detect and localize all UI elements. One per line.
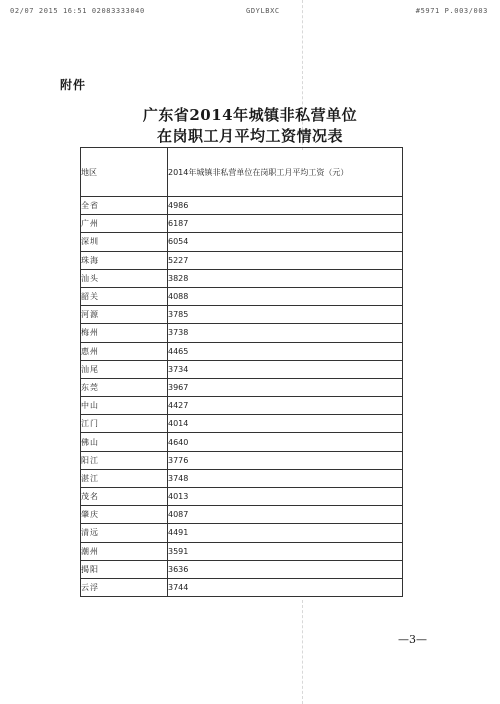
table-row	[81, 197, 403, 215]
region-cell: 中山	[81, 397, 168, 415]
region-cell: 汕尾	[81, 360, 168, 378]
region-cell: 江门	[81, 415, 168, 433]
region-cell: 惠州	[81, 342, 168, 360]
table-header-row	[81, 148, 403, 197]
wage-cell: 3738	[168, 324, 403, 342]
wage-cell: 3785	[168, 306, 403, 324]
table-row	[81, 488, 403, 506]
scan-artifact-line	[302, 600, 303, 704]
region-cell: 汕头	[81, 269, 168, 287]
fax-header-page: #5971 P.003/003	[415, 7, 488, 15]
wage-cell: 4465	[168, 342, 403, 360]
wage-cell: 6187	[168, 215, 403, 233]
wage-cell: 3636	[168, 560, 403, 578]
table-row	[81, 451, 403, 469]
fax-header	[10, 7, 488, 17]
table-row	[81, 397, 403, 415]
table-row	[81, 524, 403, 542]
region-cell: 肇庆	[81, 506, 168, 524]
attachment-label: 附件	[60, 78, 87, 92]
table-row	[81, 560, 403, 578]
region-cell: 揭阳	[81, 560, 168, 578]
wage-cell: 4640	[168, 433, 403, 451]
table-row	[81, 542, 403, 560]
table-row	[81, 287, 403, 305]
table-row	[81, 233, 403, 251]
region-cell: 潮州	[81, 542, 168, 560]
region-cell: 阳江	[81, 451, 168, 469]
table-row	[81, 324, 403, 342]
wage-table	[80, 147, 403, 597]
wage-cell: 3734	[168, 360, 403, 378]
wage-cell: 3967	[168, 378, 403, 396]
wage-cell: 4087	[168, 506, 403, 524]
wage-cell: 4014	[168, 415, 403, 433]
region-cell: 全省	[81, 197, 168, 215]
table-row	[81, 215, 403, 233]
region-cell: 广州	[81, 215, 168, 233]
wage-cell: 4088	[168, 287, 403, 305]
document-title-line-1: 广东省2014年城镇非私营单位	[142, 106, 358, 124]
wage-cell: 3776	[168, 451, 403, 469]
fax-header-id: GDYLBXC	[246, 7, 280, 15]
region-cell: 梅州	[81, 324, 168, 342]
wage-cell: 3828	[168, 269, 403, 287]
wage-cell: 4013	[168, 488, 403, 506]
wage-cell: 5227	[168, 251, 403, 269]
table-row	[81, 360, 403, 378]
region-cell: 深圳	[81, 233, 168, 251]
page-number: —3—	[398, 633, 427, 646]
region-cell: 清远	[81, 524, 168, 542]
wage-cell: 4986	[168, 197, 403, 215]
header-wage: 2014年城镇非私营单位在岗职工月平均工资（元）	[168, 148, 403, 197]
wage-cell: 4427	[168, 397, 403, 415]
table-row	[81, 342, 403, 360]
header-region: 地区	[81, 148, 168, 197]
wage-cell: 3591	[168, 542, 403, 560]
fax-header-sender: 02/07 2015 16:51 02083333040	[10, 7, 145, 15]
document-title-line-2: 在岗职工月平均工资情况表	[156, 127, 343, 145]
table-row	[81, 469, 403, 487]
table-row	[81, 306, 403, 324]
table-row	[81, 378, 403, 396]
table-row	[81, 415, 403, 433]
region-cell: 东莞	[81, 378, 168, 396]
wage-cell: 3748	[168, 469, 403, 487]
table-row	[81, 251, 403, 269]
region-cell: 河源	[81, 306, 168, 324]
region-cell: 韶关	[81, 287, 168, 305]
region-cell: 湛江	[81, 469, 168, 487]
table-row	[81, 269, 403, 287]
wage-cell: 6054	[168, 233, 403, 251]
table-row	[81, 506, 403, 524]
region-cell: 云浮	[81, 578, 168, 596]
region-cell: 珠海	[81, 251, 168, 269]
wage-cell: 3744	[168, 578, 403, 596]
wage-cell: 4491	[168, 524, 403, 542]
table-row	[81, 578, 403, 596]
region-cell: 佛山	[81, 433, 168, 451]
table-row	[81, 433, 403, 451]
region-cell: 茂名	[81, 488, 168, 506]
